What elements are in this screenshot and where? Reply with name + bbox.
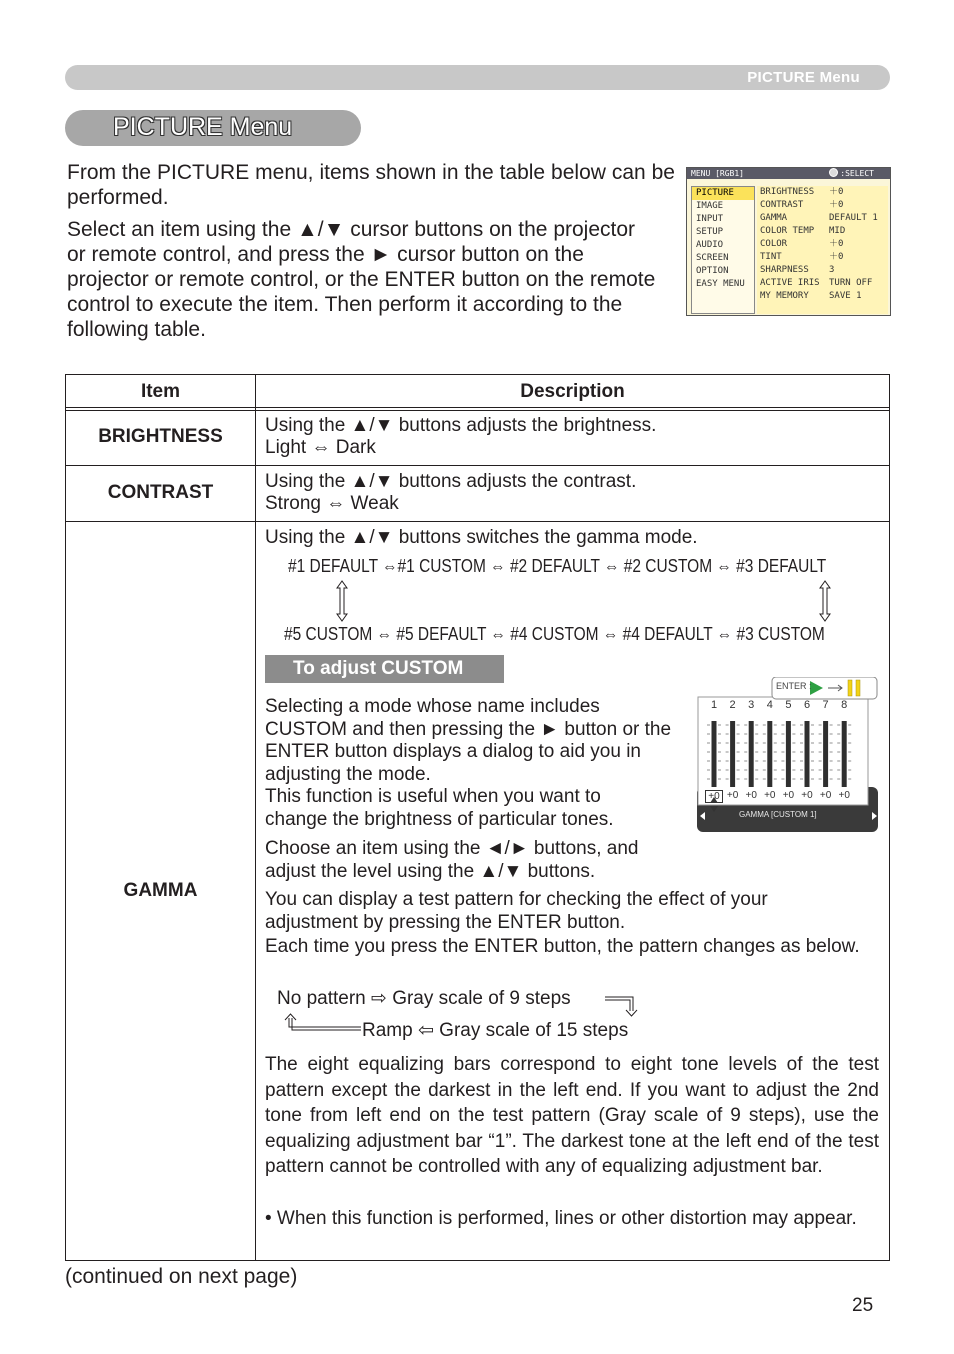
osd-setting-row: COLOR ＋0 xyxy=(760,239,844,249)
item-gamma: GAMMA xyxy=(123,880,198,901)
double-arrow-icon xyxy=(819,580,831,622)
table-header-divider xyxy=(65,410,890,411)
table-row-divider xyxy=(65,465,890,466)
gamma-note: • When this function is performed, lines or other distortion may appear. xyxy=(265,1208,857,1229)
equalizer-bar-value: +0 xyxy=(782,790,795,801)
equalizer-bar[interactable] xyxy=(786,721,791,787)
return-arrow-icon xyxy=(283,1013,363,1033)
osd-menu-item: IMAGE xyxy=(696,201,724,211)
equalizer-bar-value: +0 xyxy=(801,790,813,801)
osd-select-hint: :SELECT xyxy=(829,168,874,179)
equalizer-bar-value: +0 xyxy=(819,790,832,801)
osd-header xyxy=(687,168,890,179)
equalizer-bar-number: 8 xyxy=(841,699,848,711)
equalizer-bar[interactable] xyxy=(823,721,828,787)
osd-setting-row: TINT ＋0 xyxy=(760,252,844,262)
page-number: 25 xyxy=(852,1295,874,1316)
pattern-sequence-line-2: Ramp ⇦ Gray scale of 15 steps xyxy=(362,1020,629,1041)
brightness-line-1: Using the ▲/▼ buttons adjusts the brightness. xyxy=(265,415,657,436)
osd-setting-row: BRIGHTNESS ＋0 xyxy=(760,187,844,197)
gamma-pattern-paragraph: You can display a test pattern for checking the effect of your adjustment by pressing the ENTER button. xyxy=(265,889,768,933)
equalizer-bar-value: +0 xyxy=(726,790,739,801)
gamma-useful-paragraph: This function is useful when you want to change the brightness of particular tones. xyxy=(265,786,614,830)
equalizer-bar-value: +0 xyxy=(764,790,776,801)
contrast-line-2: Strong ⇔ Weak xyxy=(265,493,399,514)
equalizer-bar-value: +0 xyxy=(745,790,757,801)
continued-note: (continued on next page) xyxy=(65,1265,298,1288)
equalizer-bar-number: 7 xyxy=(822,699,829,711)
page-title-pill xyxy=(65,110,361,146)
to-adjust-custom-heading: To adjust CUSTOM xyxy=(265,655,504,683)
equalizer-bar-number: 1 xyxy=(710,699,718,711)
equalizer-bar-value: +0 xyxy=(705,790,723,803)
equalizer-bar-number: 2 xyxy=(729,699,736,711)
gamma-custom-dialog xyxy=(697,677,879,833)
osd-setting-row: SHARPNESS 3 xyxy=(760,265,835,275)
osd-menu-item: SETUP xyxy=(696,227,724,237)
select-button-icon xyxy=(829,168,838,177)
gamma-select-paragraph: Selecting a mode whose name includes CUSTOM and then pressing the ► button or the ENTER button displays a dialog to aid you in adjusting the mode. xyxy=(265,696,672,785)
osd-menu-item: INPUT xyxy=(696,214,724,224)
osd-menu-item: SCREEN xyxy=(696,253,729,263)
item-brightness: BRIGHTNESS xyxy=(98,426,223,447)
double-arrow-icon xyxy=(336,580,348,622)
section-label: PICTURE Menu xyxy=(747,69,860,86)
gamma-sequence-bottom: #5 CUSTOM ⇔ #5 DEFAULT ⇔ #4 CUSTOM ⇔ #4 DEFAULT ⇔ #3 CUSTOM xyxy=(284,624,825,644)
intro-paragraph-2: Select an item using the ▲/▼ cursor buttons on the projector or remote control, and press the ► cursor button on the projector or remote control, or the ENTER button on the remote control to execute the item. Then perform it according to the following table. xyxy=(67,218,656,341)
osd-settings-list xyxy=(757,186,888,314)
equalizer-bar[interactable] xyxy=(712,721,717,787)
osd-setting-row: COLOR TEMP MID xyxy=(760,226,846,236)
pattern-sequence-line-1: No pattern ⇨ Gray scale of 9 steps xyxy=(277,988,571,1009)
intro-text xyxy=(67,160,675,349)
equalizer-bar[interactable] xyxy=(749,721,754,787)
gamma-each-paragraph: Each time you press the ENTER button, the pattern changes as below. xyxy=(265,936,860,957)
equalizer-bar-number: 6 xyxy=(803,699,811,711)
osd-setting-row: CONTRAST ＋0 xyxy=(760,200,844,210)
intro-paragraph-1: From the PICTURE menu, items shown in the table below can be performed. xyxy=(67,161,675,209)
table-row-divider xyxy=(65,521,890,522)
enter-label: ENTER : xyxy=(776,681,812,691)
brightness-line-2: Light ⇔ Dark xyxy=(265,437,376,458)
column-header-description: Description xyxy=(520,381,625,402)
gamma-bars-paragraph: The eight equalizing bars correspond to eight tone levels of the test pattern except the darkest in the left end. If you want to adjust the 2nd tone from left end on the test pattern (Gray scale of 9 steps), use the equalizing adjustment bar “1”. The darkest tone at the left end of the test pattern cannot be controlled with any of equalizing adjustment bar. xyxy=(265,1054,879,1178)
equalizer-bar-number: 3 xyxy=(748,699,755,711)
section-header-bar xyxy=(65,65,890,90)
table-column-divider xyxy=(255,374,256,1261)
column-header-item: Item xyxy=(140,381,181,402)
return-arrow-icon xyxy=(603,995,639,1017)
equalizer-bar[interactable] xyxy=(767,721,772,787)
osd-setting-row: GAMMA DEFAULT 1 xyxy=(760,213,878,223)
page-title: PICTURE Menu xyxy=(113,113,293,141)
osd-header-title: MENU [RGB1] xyxy=(691,169,744,178)
osd-menu-item: OPTION xyxy=(696,266,729,276)
equalizer-bar-number: 4 xyxy=(766,699,773,711)
equalizer-bar-value: +0 xyxy=(838,790,850,801)
osd-menu-item: PICTURE xyxy=(692,187,754,200)
equalizer-bar[interactable] xyxy=(842,721,847,787)
gamma-line-1: Using the ▲/▼ buttons switches the gamma mode. xyxy=(265,527,698,548)
gamma-choose-paragraph: Choose an item using the ◄/► buttons, and adjust the level using the ▲/▼ buttons. xyxy=(265,838,639,882)
osd-menu-screenshot xyxy=(686,167,891,316)
osd-menu-item: EASY MENU xyxy=(696,279,745,289)
contrast-description xyxy=(265,471,636,515)
osd-menu-item: AUDIO xyxy=(696,240,724,250)
equalizer-bar-number: 5 xyxy=(785,699,792,711)
equalizer-bar[interactable] xyxy=(730,721,735,787)
osd-menu-list xyxy=(691,186,755,314)
table-header-divider xyxy=(65,407,890,408)
gamma-dialog-footer: GAMMA [CUSTOM 1] xyxy=(739,810,817,819)
osd-setting-row: ACTIVE IRIS TURN OFF xyxy=(760,278,873,288)
brightness-description xyxy=(265,415,656,459)
gamma-sequence-top: #1 DEFAULT ⇔#1 CUSTOM ⇔ #2 DEFAULT ⇔ #2 CUSTOM ⇔ #3 DEFAULT xyxy=(288,556,827,576)
contrast-line-1: Using the ▲/▼ buttons adjusts the contrast. xyxy=(265,471,637,492)
item-contrast: CONTRAST xyxy=(107,482,214,503)
equalizer-bar[interactable] xyxy=(805,721,810,787)
osd-setting-row: MY MEMORY SAVE 1 xyxy=(760,291,862,301)
